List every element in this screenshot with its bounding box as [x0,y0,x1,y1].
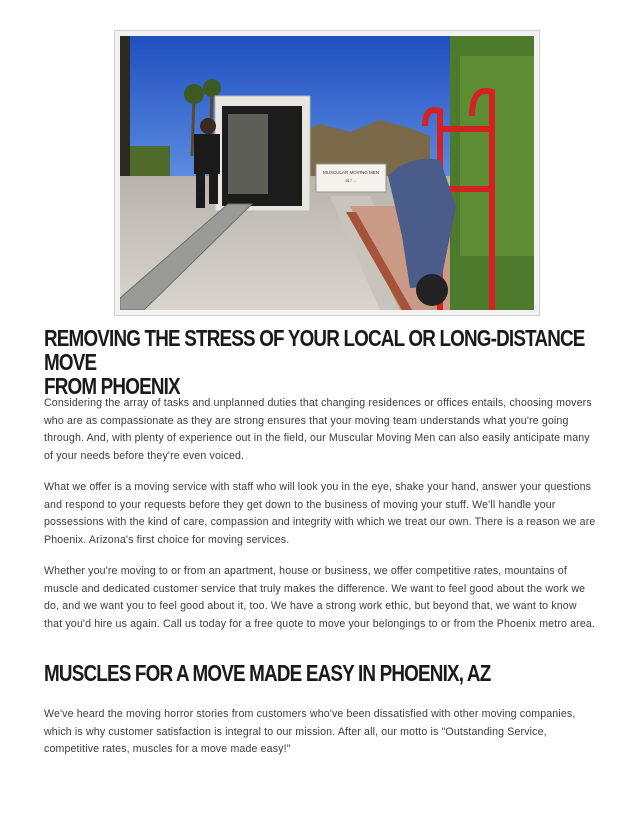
section1-heading [44,326,602,398]
furniture-item [228,114,268,194]
moving-photo-illustration [120,36,534,310]
section1-heading-line1: REMOVING THE STRESS OF YOUR LOCAL OR LONG-DISTANCE MOVE [44,325,585,375]
mover-person [200,118,216,134]
section1-heading-line2: FROM PHOENIX [44,373,180,399]
section1-paragraph-1: Considering the array of tasks and unplanned duties that changing residences or offices entails, choosing movers who are as compassionate as they are strong ensures that your moving team understands what you're going through. And, with plenty of experience out in the field, our Muscular Moving Men can also easily anticipate many of your needs before they're even voiced. [44,397,592,462]
dolly-wheel [416,274,448,306]
section1-paragraph-3: Whether you're moving to or from an apartment, house or business, we offer competitive rates, mountains of muscle and dedicated customer service that truly makes the difference. We want to feel good about the work we do, and we want you to feel good about it, too. We have a strong work ethic, but beyond that, we want to know that you'd hire us again. Call us today for a free quote to move your belongings to or from the Phoenix metro area. [44,565,596,630]
section1-paragraph-2: What we offer is a moving service with staff who will look you in the eye, shake your hand, answer your questions and respond to your requests before they get down to the business of moving your stuff. We'll handle your possessions with the kind of care, compassion and integrity with which we treat our own. There is a reason we are Phoenix. Arizona's first choice for moving services. [44,481,596,546]
section2-heading: MUSCLES FOR A MOVE MADE EASY IN PHOENIX, AZ [44,660,491,686]
truck-sign-phone: 817 ... [345,178,357,183]
moving-photo [114,30,540,316]
truck-sign-text: MUSCULAR MOVING MEN [322,170,380,175]
palm-tree [192,98,194,156]
section2-paragraph-1: We've heard the moving horror stories from customers who've been dissatisfied with other moving companies, which is why customer satisfaction is integral to our mission. After all, our motto is "Outstanding Service, competitive rates, muscles for a move made easy!" [44,708,576,755]
